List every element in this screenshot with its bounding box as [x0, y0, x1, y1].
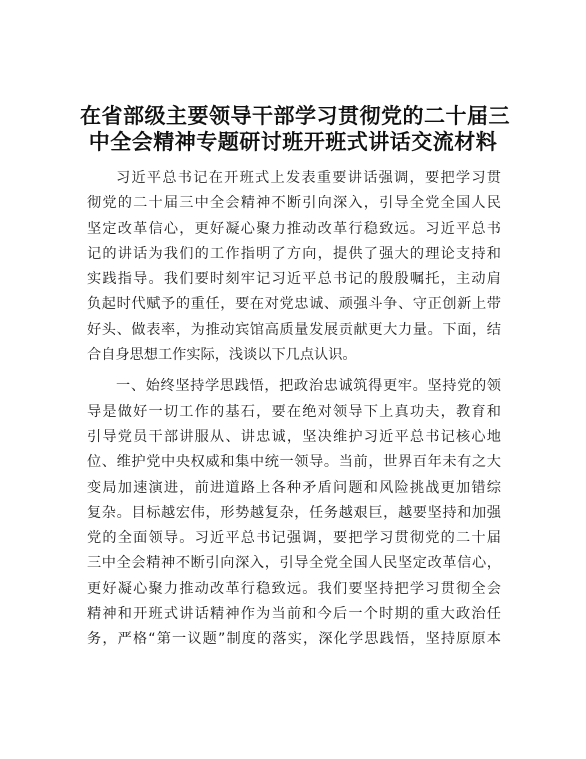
text-line: 负起时代赋予的重任，要在对党忠诚、顽强斗争、守正创新上带 — [87, 296, 501, 313]
text-line: 更好凝心聚力推动改革行稳致远。我们要坚持把学习贯彻全会 — [87, 580, 501, 597]
paragraph-intro — [87, 166, 501, 368]
text-line: 实践指导。我们要时刻牢记习近平总书记的殷殷嘱托，主动肩 — [87, 271, 501, 288]
text-line: 复杂。目标越宏伟，形势越复杂，任务越艰巨，越要坚持和加强 — [87, 504, 501, 521]
text-line: 好头、做表率，为推动宾馆高质量发展贡献更大力量。下面，结 — [87, 321, 501, 338]
title-line-2: 中全会精神专题研讨班开班式讲话交流材料 — [88, 130, 498, 154]
text-line: 精神和开班式讲话精神作为当前和今后一个时期的重大政治任 — [87, 606, 501, 623]
paragraph-section-1 — [87, 374, 501, 652]
document-body — [87, 166, 501, 653]
title-line-1: 在省部级主要领导干部学习贯彻党的二十届三 — [80, 104, 510, 128]
text-line: 坚定改革信心，更好凝心聚力推动改革行稳致远。习近平总书 — [87, 220, 501, 237]
text-line: 党的全面领导。习近平总书记强调，要把学习贯彻党的二十届 — [87, 530, 501, 547]
text-line: 位、维护党中央权威和集中统一领导。当前，世界百年未有之大 — [87, 454, 501, 471]
text-line: 记的讲话为我们的工作指明了方向，提供了强大的理论支持和 — [87, 245, 501, 262]
text-line: 一、始终坚持学思践悟，把政治忠诚筑得更牢。坚持党的领 — [116, 378, 501, 395]
text-line: 引导党员干部讲服从、讲忠诚，坚决维护习近平总书记核心地 — [87, 428, 501, 445]
document-title — [80, 103, 510, 155]
text-line: 三中全会精神不断引向深入，引导全党全国人民坚定改革信心， — [87, 555, 501, 572]
text-line: 合自身思想工作实际，浅谈以下几点认识。 — [87, 347, 357, 364]
text-line: 变局加速演进，前进道路上各种矛盾问题和风险挑战更加错综 — [87, 479, 501, 496]
text-line: 导是做好一切工作的基石，要在绝对领导下上真功夫，教育和 — [87, 403, 501, 420]
text-line: 习近平总书记在开班式上发表重要讲话强调，要把学习贯 — [116, 170, 501, 186]
text-line: 彻党的二十届三中全会精神不断引向深入，引导全党全国人民 — [87, 195, 501, 212]
text-line: 务，严格“第一议题”制度的落实，深化学思践悟，坚持原原本 — [87, 631, 501, 648]
